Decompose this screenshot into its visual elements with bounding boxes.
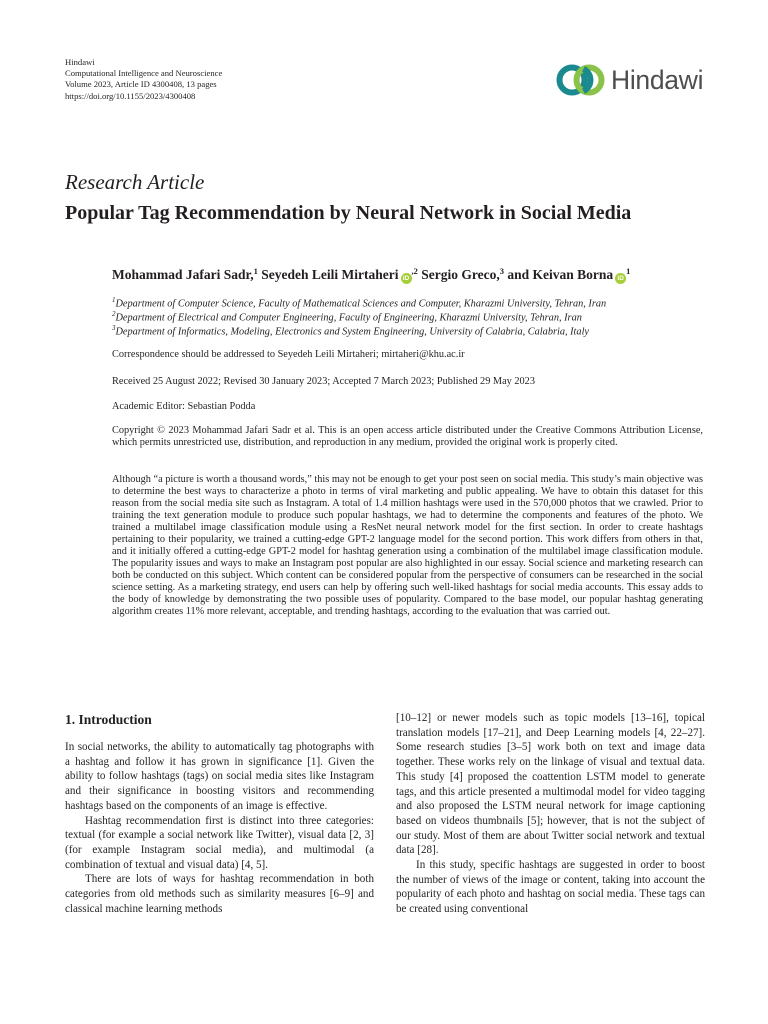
author-name: Mohammad Jafari Sadr,: [112, 267, 254, 282]
body-paragraph: There are lots of ways for hashtag recommendation in both categories from old methods such as similarity measures [6–9] and classical machine learning methods: [65, 873, 374, 915]
affiliation: [112, 296, 606, 309]
hindawi-rings-icon: [556, 62, 608, 98]
affiliation: [112, 324, 589, 337]
journal-name: Computational Intelligence and Neuroscience: [65, 68, 223, 79]
body-column-right: [396, 711, 705, 917]
affiliation-text: Department of Informatics, Modeling, Electronics and System Engineering, University of Calabria, Calabria, Italy: [115, 326, 590, 338]
affiliation-text: Department of Electrical and Computer Engineering, Faculty of Engineering, Kharazmi University, Tehran, Iran: [115, 312, 582, 324]
author-name: Sergio Greco,: [421, 267, 500, 282]
article-type: Research Article: [65, 170, 205, 194]
author-list: [112, 266, 630, 284]
orcid-icon[interactable]: iD: [401, 273, 412, 284]
journal-doi[interactable]: https://doi.org/10.1155/2023/4300408: [65, 90, 196, 101]
affiliation-sup: 3: [112, 324, 116, 332]
author-affil-sup: 1: [253, 266, 258, 276]
copyright-notice: Copyright © 2023 Mohammad Jafari Sadr et al. This is an open access article distributed under the Creative Commons Attribution License, which permits unrestricted use, distribution, and reproduction in any medium, provided the original work is properly cited.: [112, 425, 703, 448]
journal-info: [65, 57, 222, 102]
body-column-left: [65, 740, 374, 916]
academic-editor: Academic Editor: Sebastian Podda: [112, 401, 256, 412]
body-paragraph: In social networks, the ability to automatically tag photographs with a hashtag and follow it has grown in significance [1]. Given the ability to follow hashtags (tags) on social media sites like Instagram and their significance in boosting visitors and recommending hashtags based on the components of an image is effective.: [65, 741, 374, 812]
affiliation-sup: 2: [112, 310, 116, 318]
journal-volume: Volume 2023, Article ID 4300408, 13 pages: [65, 79, 217, 90]
section-heading: 1. Introduction: [65, 712, 152, 727]
author-affil-sup: 3: [499, 266, 504, 276]
body-paragraph: Hashtag recommendation first is distinct into three categories: textual (for example a social network like Twitter), visual data [2, 3] (for example Instagram social media), and multimodal (a combination of textual and visual data) [4, 5].: [65, 814, 374, 871]
abstract: Although “a picture is worth a thousand words,” this may not be enough to get your post seen on social media. This study’s main objective was to determine the best ways to characterize a photo in terms of viral marketing and public appealing. We have to obtain this dataset for this reason from the social media site such as Instagram. A total of 1.4 million hashtags were used in the 570,000 photos that we crawled. Prior to training the text generation module to produce such popular hashtags, we had to determine the components and features of the photo. We trained a multilabel image classification module using a ResNet neural network model for the first section. In order to create hashtags pertaining to their popularity, we trained a cutting-edge GPT-2 language model for the second portion. This work differs from others in that, and it initially offered a cutting-edge GPT-2 model for hashtag generation using a combination of the multilabel image classification module. The popularity issues and ways to make an Instagram post popular are also highlighted in our essay. Social science and marketing research can both be conducted on this subject. Which content can be considered popular from the perspective of consumers can be researched in the social science setting. As a marketing strategy, end users can help by offering such well-liked hashtags for social media accounts. This essay adds to the body of knowledge by demonstrating the two possible uses of popularity. Compared to the base model, our popular hashtag generating algorithm creates 11% more relevant, acceptable, and trending hashtags, according to the evaluation that was carried out.: [112, 474, 703, 617]
body-paragraph: [10–12] or newer models such as topic models [13–16], topical translation models [17–21], and Deep Learning models [4, 22–27]. Some research studies [3–5] work both on text and image data together. These works rely on the linkage of visual and textual data. This study [4] proposed the coattention LSTM model to generate tags, and this article presented a multimodal model for video tagging and also proposed the LSTM neural network for image captioning based on videos thumbnails [5]; however, that is not the subject of our study. Most of them are about Twitter social network and textual data [28].: [396, 712, 705, 857]
logo-text: Hindawi: [611, 64, 704, 95]
body-paragraph: In this study, specific hashtags are suggested in order to boost the number of views of the image or content, taking into account the popularity of each photo and hashtag on social media. These tags can be created using conventional: [396, 859, 705, 916]
paper-title: Popular Tag Recommendation by Neural Network in Social Media: [65, 202, 632, 224]
author-affil-sup: ,2: [411, 266, 418, 276]
orcid-icon[interactable]: iD: [615, 273, 626, 284]
affiliation: [112, 310, 582, 323]
publication-dates: Received 25 August 2022; Revised 30 January 2023; Accepted 7 March 2023; Published 29 May 2023: [112, 376, 535, 387]
author-affil-sup: 1: [626, 266, 631, 276]
affiliation-sup: 1: [112, 296, 116, 304]
publisher-name: Hindawi: [65, 57, 95, 67]
affiliation-text: Department of Computer Science, Faculty of Mathematical Sciences and Computer, Kharazmi University, Tehran, Iran: [115, 298, 607, 310]
hindawi-logo: [556, 60, 706, 100]
author-name: and Keivan Borna: [507, 267, 614, 282]
author-name: Seyedeh Leili Mirtaheri: [261, 267, 399, 282]
correspondence: Correspondence should be addressed to Seyedeh Leili Mirtaheri; mirtaheri@khu.ac.ir: [112, 349, 465, 360]
